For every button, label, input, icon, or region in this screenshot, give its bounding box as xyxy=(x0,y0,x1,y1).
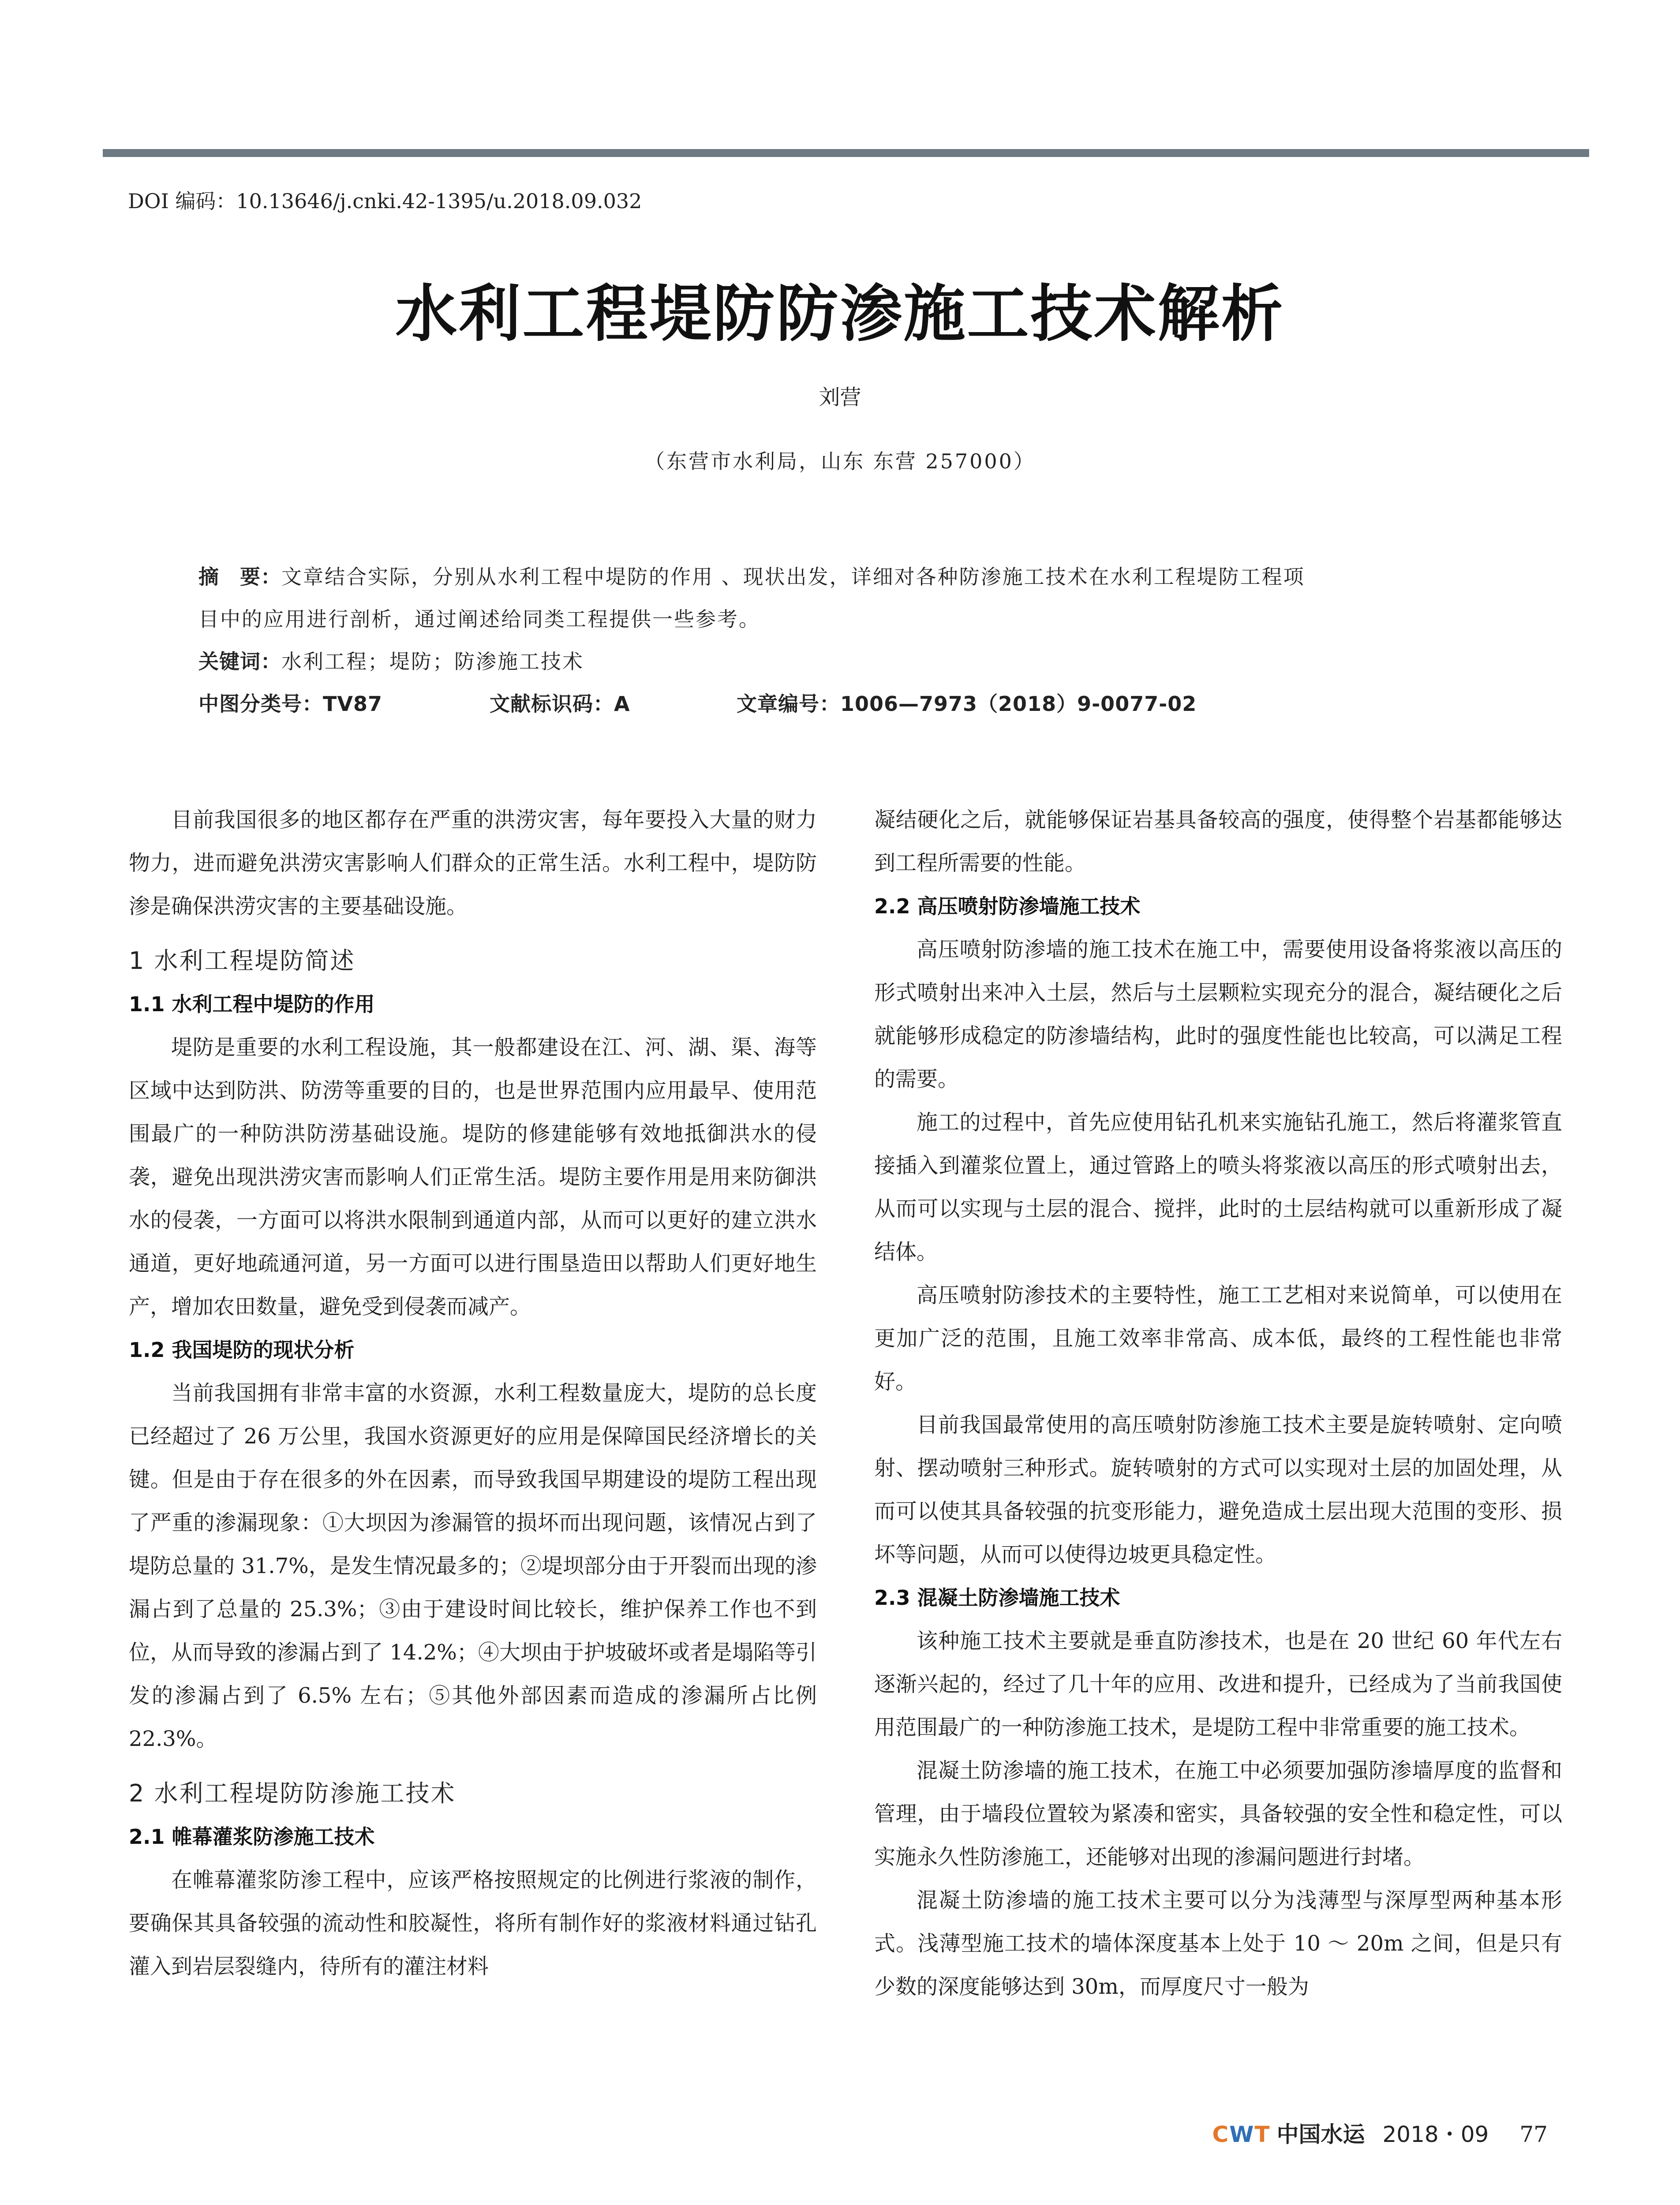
section-2-2-paragraph-b: 施工的过程中，首先应使用钻孔机来实施钻孔施工，然后将灌浆管直接插入到灌浆位置上，通过管路上的喷头将浆液以高压的形式喷射出去，从而可以实现与土层的混合、搅拌，此时的土层结构就可以重新形成了凝结体。 xyxy=(874,1110,1562,1264)
section-1-1-heading: 1.1 水利工程中堤防的作用 xyxy=(129,992,375,1016)
article-number: 文章编号：1006—7973（2018）9-0077-02 xyxy=(737,692,1197,716)
journal-logo xyxy=(1212,2122,1271,2147)
abstract-block xyxy=(198,556,1504,725)
intro-paragraph: 目前我国很多的地区都存在严重的洪涝灾害，每年要投入大量的财力物力，进而避免洪涝灾害影响人们群众的正常生活。水利工程中，堤防防渗是确保洪涝灾害的主要基础设施。 xyxy=(129,807,817,919)
author-affiliation: （东营市水利局，山东 东营 257000） xyxy=(644,449,1036,473)
logo-letter-c: C xyxy=(1212,2122,1230,2147)
author-name: 刘营 xyxy=(819,385,861,410)
abstract-text-cont xyxy=(198,598,1504,640)
clc-number: 中图分类号：TV87 xyxy=(198,692,382,716)
section-2-1-continued: 凝结硬化之后，就能够保证岩基具备较高的强度，使得整个岩基都能够达到工程所需要的性能。 xyxy=(874,807,1562,875)
issue-number: 2018・09 xyxy=(1382,2122,1489,2147)
keywords-label: 关键词： xyxy=(198,650,281,673)
section-1-2-paragraph: 当前我国拥有非常丰富的水资源，水利工程数量庞大，堤防的总长度已经超过了 26 万公里，我国水资源更好的应用是保障国民经济增长的关键。但是由于存在很多的外在因素，而导致我国早期建设的堤防工程出现了严重的渗漏现象：①大坝因为渗漏管的损坏而出现问题，该情况占到了堤防总量的 31.7%，是发生情况最多的；②堤坝部分由于开裂而出现的渗漏占到了总量的 25.3%；③由于建设时间比较长，维护保养工作也不到位，从而导致的渗漏占到了 14.2%；④大坝由于护坡破坏或者是塌陷等引发的渗漏占到了 6.5% 左右；⑤其他外部因素而造成的渗漏所占比例 22.3%。 xyxy=(129,1381,817,1751)
right-column xyxy=(874,798,1562,2008)
section-2-heading: 2 水利工程堤防防渗施工技术 xyxy=(129,1779,456,1807)
section-2-3-paragraph-c: 混凝土防渗墙的施工技术主要可以分为浅薄型与深厚型两种基本形式。浅薄型施工技术的墙体深度基本上处于 10 ～ 20m 之间，但是只有少数的深度能够达到 30m，而厚度尺寸一般为 xyxy=(874,1888,1562,1999)
header-rule xyxy=(103,149,1589,157)
logo-letter-t: T xyxy=(1254,2122,1271,2147)
page-footer xyxy=(1212,2117,1548,2149)
abstract-line-1: 文章结合实际，分别从水利工程中堤防的作用 、现状出发，详细对各种防渗施工技术在水利工程堤防工程项 xyxy=(281,565,1305,589)
section-1-2-heading: 1.2 我国堤防的现状分析 xyxy=(129,1338,355,1362)
keywords-row xyxy=(198,640,1504,683)
section-2-2-heading: 2.2 高压喷射防渗墙施工技术 xyxy=(874,894,1141,918)
section-2-1-paragraph: 在帷幕灌浆防渗工程中，应该严格按照规定的比例进行浆液的制作，要确保其具备较强的流动性和胶凝性，将所有制作好的浆液材料通过钻孔灌入到岩层裂缝内，待所有的灌注材料 xyxy=(129,1868,817,1979)
abstract-line-2: 目中的应用进行剖析，通过阐述给同类工程提供一些参考。 xyxy=(198,607,760,631)
section-2-3-paragraph-b: 混凝土防渗墙的施工技术，在施工中必须要加强防渗墙厚度的监督和管理，由于墙段位置较为紧凑和密实，具备较强的安全性和稳定性，可以实施永久性防渗施工，还能够对出现的渗漏问题进行封堵。 xyxy=(874,1758,1562,1869)
section-2-1-heading: 2.1 帷幕灌浆防渗施工技术 xyxy=(129,1825,375,1849)
section-2-3-heading: 2.3 混凝土防渗墙施工技术 xyxy=(874,1586,1120,1610)
journal-name: 中国水运 xyxy=(1276,2121,1365,2147)
doi-line: DOI 编码：10.13646/j.cnki.42-1395/u.2018.09.032 xyxy=(128,189,642,213)
left-column xyxy=(129,798,817,1988)
document-code: 文献标识码：A xyxy=(490,692,630,716)
section-1-heading: 1 水利工程堤防简述 xyxy=(129,947,355,975)
section-2-3-paragraph-a: 该种施工技术主要就是垂直防渗技术，也是在 20 世纪 60 年代左右逐渐兴起的，经过了几十年的应用、改进和提升，已经成为了当前我国使用范围最广的一种防渗施工技术，是堤防工程中非常重要的施工技术。 xyxy=(874,1629,1562,1740)
abstract-label: 摘 要： xyxy=(198,565,281,589)
paper-title: 水利工程堤防防渗施工技术解析 xyxy=(395,278,1285,350)
page-number: 77 xyxy=(1519,2122,1548,2147)
keywords-text: 水利工程；堤防；防渗施工技术 xyxy=(281,650,584,673)
section-2-2-paragraph-c: 高压喷射防渗技术的主要特性，施工工艺相对来说简单，可以使用在更加广泛的范围，且施工效率非常高、成本低，最终的工程性能也非常好。 xyxy=(874,1283,1562,1394)
section-1-1-paragraph: 堤防是重要的水利工程设施，其一般都建设在江、河、湖、渠、海等区域中达到防洪、防涝等重要的目的，也是世界范围内应用最早、使用范围最广的一种防洪防涝基础设施。堤防的修建能够有效地抵御洪水的侵袭，避免出现洪涝灾害而影响人们正常生活。堤防主要作用是用来防御洪水的侵袭，一方面可以将洪水限制到通道内部，从而可以更好的建立洪水通道，更好地疏通河道，另一方面可以进行围垦造田以帮助人们更好地生产，增加农田数量，避免受到侵袭而减产。 xyxy=(129,1035,817,1319)
abstract-text xyxy=(198,556,1504,598)
section-2-2-paragraph-a: 高压喷射防渗墙的施工技术在施工中，需要使用设备将浆液以高压的形式喷射出来冲入土层，然后与土层颗粒实现充分的混合，凝结硬化之后就能够形成稳定的防渗墙结构，此时的强度性能也比较高，可以满足工程的需要。 xyxy=(874,937,1562,1091)
logo-letter-w: W xyxy=(1229,2122,1255,2147)
classification-row xyxy=(198,683,1504,725)
section-2-2-paragraph-d: 目前我国最常使用的高压喷射防渗施工技术主要是旋转喷射、定向喷射、摆动喷射三种形式。旋转喷射的方式可以实现对土层的加固处理，从而可以使其具备较强的抗变形能力，避免造成土层出现大范围的变形、损坏等问题，从而可以使得边坡更具稳定性。 xyxy=(874,1413,1562,1567)
